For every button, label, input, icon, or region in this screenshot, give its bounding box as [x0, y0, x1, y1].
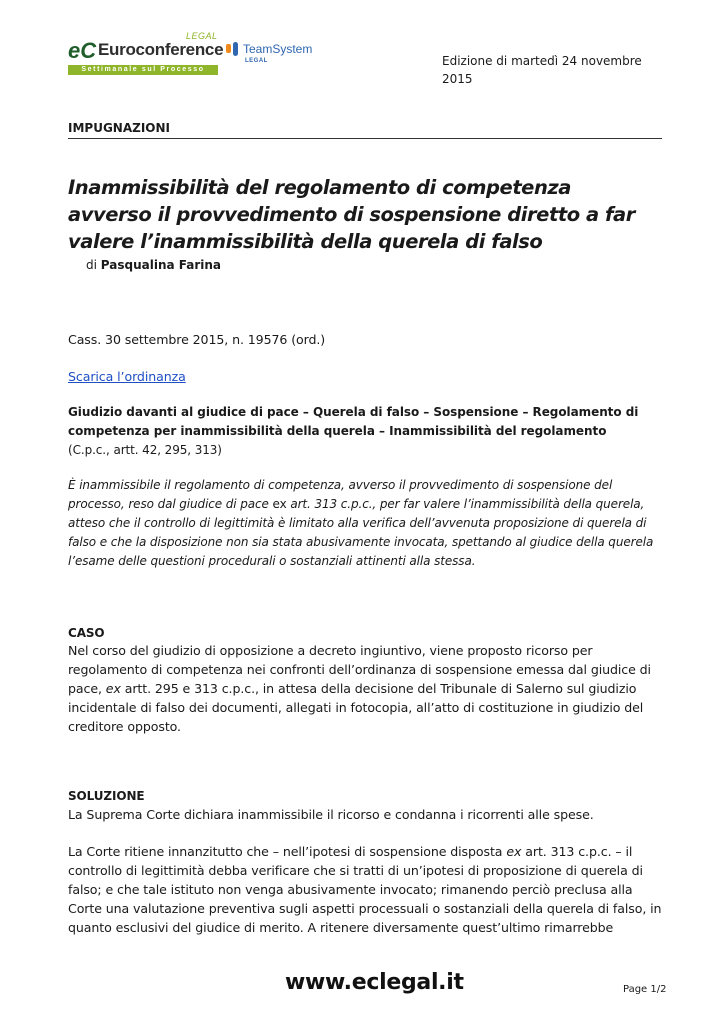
section-label: IMPUGNAZIONI — [68, 121, 170, 135]
page-number: Page 1/2 — [623, 984, 667, 995]
footer-website: www.eclegal.it — [285, 970, 464, 995]
massima-heading: Giudizio davanti al giudice di pace – Querela di falso – Sospensione – Regolamento di competenza per inammissibilità della querela – Inammissibilità del regolamento — [68, 405, 639, 438]
edition-date — [442, 52, 652, 88]
case-citation: Cass. 30 settembre 2015, n. 19576 (ord.) — [68, 332, 326, 347]
teamsystem-logo-sub: LEGAL — [245, 58, 268, 64]
edition-line-1: Edizione di martedì 24 novembre — [442, 54, 642, 68]
author-line — [86, 258, 221, 272]
soluzione-paragraph-1: La Suprema Corte dichiara inammissibile il ricorso e condanna i ricorrenti alle spese. — [68, 807, 594, 822]
teamsystem-logo-name: TeamSystem — [243, 42, 313, 56]
edition-line-2: 2015 — [442, 72, 473, 86]
caso-body: Nel corso del giudizio di opposizione a decreto ingiuntivo, viene proposto ricorso per regolamento di competenza nei confronti dell’ordinanza di sospensione emessa dal giudice di pace, ex artt. 295 e 313 c.p.c., in attesa della decisione del Tribunale di Salerno sul giudizio incidentale di falso dei documenti, allegati in fotocopia, all’atto di costituzione in giudizio del creditore opposto. — [68, 643, 651, 734]
article-title: Inammissibilità del regolamento di competenza avverso il provvedimento di sospensione diretto a far valere l’inammissibilità della querela di falso — [68, 176, 635, 253]
teamsystem-icon — [226, 42, 239, 58]
download-ordinance-link[interactable]: Scarica l’ordinanza — [68, 369, 186, 384]
massima-reference: (C.p.c., artt. 42, 295, 313) — [68, 443, 222, 457]
caso-heading: CASO — [68, 626, 105, 640]
ec-logo-mark: eC — [68, 38, 97, 63]
euroconference-tagline: Settimanale sul Processo Civile — [68, 65, 218, 75]
massima-body: È inammissibile il regolamento di competenza, avverso il provvedimento di sospensione del processo, reso dal giudice di pace ex art. 313 c.p.c., per far valere l’inammissibilità della querela, atteso che il controllo di legittimità è limitato alla verifica dell’avvenuta proposizione di querela di falso e che la disposizione non sia stata abusivamente invocata, spettando al giudice della querela l’esame delle questioni procedurali o sostanziali attinenti alla stessa. — [68, 478, 654, 568]
author-name: Pasqualina Farina — [100, 258, 222, 272]
author-prefix: di — [86, 258, 97, 272]
soluzione-heading: SOLUZIONE — [68, 789, 145, 803]
teamsystem-logo — [226, 42, 326, 70]
euroconference-logo-name: Euroconference — [98, 40, 224, 59]
soluzione-paragraph-2: La Corte ritiene innanzitutto che – nell’ipotesi di sospensione disposta ex art. 313 c.p.c. – il controllo di legittimità debba verificare che si tratti di un’ipotesi di proposizione di querela di falso; e che tale istituto non venga abusivamente invocato; rimanendo perciò preclusa alla Corte una valutazione preventiva sugli aspetti processuali o sostanziali della querela di falso, in quanto esclusivi del giudice di merito. A ritenere diversamente quest’ultimo rimarrebbe — [68, 844, 662, 935]
euroconference-legal-label: LEGAL — [186, 31, 218, 41]
section-divider — [68, 138, 662, 139]
